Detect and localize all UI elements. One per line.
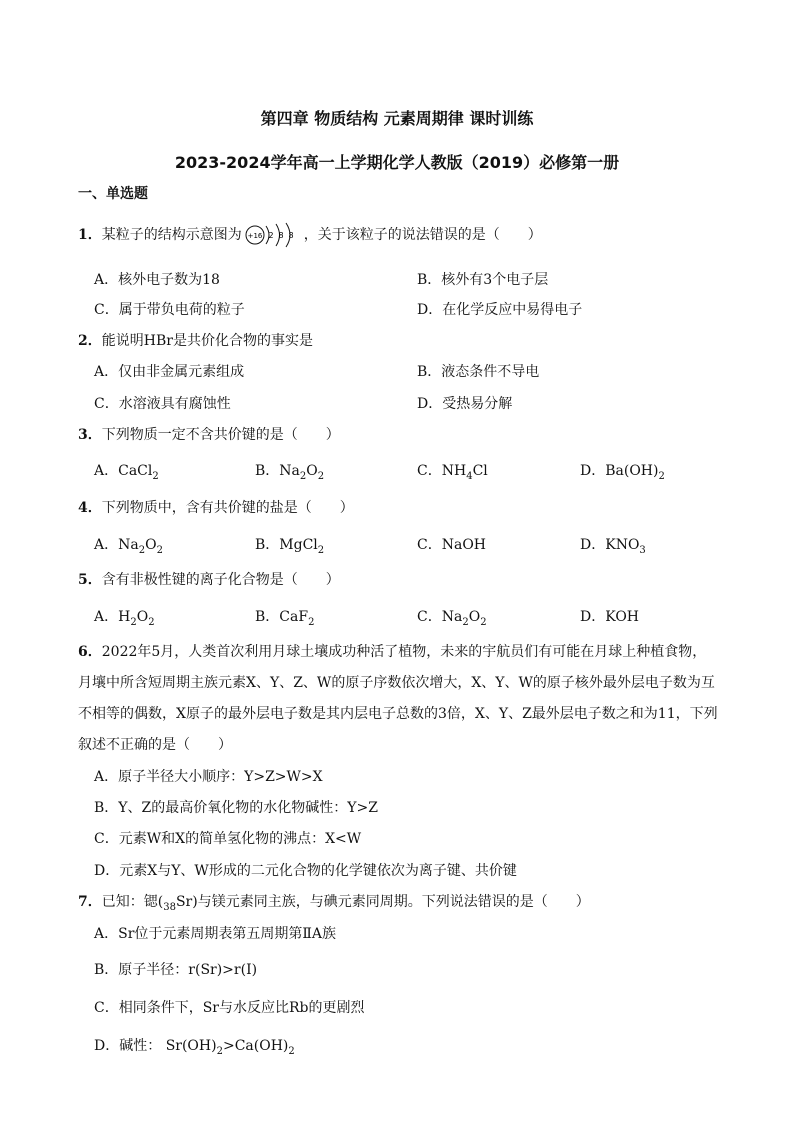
q1-option-c: C．属于带负电荷的粒子 (94, 302, 245, 318)
shell-2-label: 8 (278, 231, 284, 240)
shell-3-label: 8 (288, 231, 294, 240)
question-number: 4． (78, 500, 102, 516)
q5-option-d: D．KOH (580, 609, 640, 625)
atom-structure-diagram (244, 222, 302, 248)
question-stem: 下列物质中，含有共价键的盐是（ ） (101, 500, 354, 516)
q7-option-b: B．原子半径：r(Sr)>r(I) (94, 962, 258, 978)
question-stem: 已知：锶( (101, 894, 164, 910)
question-number: 1． (78, 227, 102, 243)
question-number: 2． (78, 333, 102, 349)
q1-option-d: D．在化学反应中易得电子 (417, 302, 583, 318)
q4-option-b: B．MgCl$_2$ (255, 537, 325, 556)
q1-option-a: A．核外电子数为18 (94, 272, 220, 288)
q6-option-b: B．Y、Z的最高价氧化物的水化物碱性：Y>Z (94, 800, 378, 816)
question-number: 6． (78, 644, 102, 660)
q7-option-d: D．碱性： $Sr(OH)_2>Ca(OH)_2$ (94, 1038, 295, 1057)
atomic-number: 38 (163, 901, 176, 913)
q5-option-a: A．$H_2O_2$ (94, 609, 155, 628)
question-3 (78, 425, 340, 445)
q4-option-c: C．NaOH (417, 537, 487, 553)
question-stem: 某粒子的结构示意图为 (101, 227, 242, 243)
q4-option-a: A．$Na_2O_2$ (94, 537, 163, 556)
question-7 (78, 892, 590, 918)
question-number: 3． (78, 427, 102, 443)
question-stem: 下列物质一定不含共价键的是（ ） (101, 427, 340, 443)
shell-1-label: 2 (268, 231, 274, 240)
q5-option-c: C．$Na_2O_2$ (417, 609, 487, 628)
question-1 (78, 222, 542, 248)
q3-option-d: D．$Ba(OH)_2$ (580, 463, 665, 482)
q6-option-a: A．原子半径大小顺序：Y>Z>W>X (94, 769, 323, 785)
question-4 (78, 498, 354, 518)
q2-option-b: B．液态条件不导电 (417, 364, 540, 380)
question-number: 5． (78, 572, 102, 588)
question-6 (78, 637, 718, 761)
question-number: 7． (78, 894, 102, 910)
q6-option-c: C．元素W和X的简单氢化物的沸点：X<W (94, 831, 362, 847)
question-stem-end: ，关于该粒子的说法错误的是（ ） (303, 227, 542, 243)
q2-option-d: D．受热易分解 (417, 396, 513, 412)
question-stem-end: Sr)与镁元素同主族，与碘元素同周期。下列说法错误的是（ ） (175, 894, 590, 910)
section-heading: 一、单选题 (78, 186, 148, 202)
page-subtitle: 2023-2024学年高一上学期化学人教版（2019）必修第一册 (174, 153, 620, 172)
question-stem: 能说明HBr是共价化合物的事实是 (101, 333, 313, 349)
nucleus-label: +16 (247, 232, 263, 240)
q2-option-a: A．仅由非金属元素组成 (94, 364, 245, 380)
q5-option-b: B．CaF$_2$ (255, 609, 315, 628)
q7-option-a: A．Sr位于元素周期表第五周期第ⅡA族 (94, 926, 337, 942)
question-5 (78, 570, 340, 590)
question-2 (78, 331, 313, 351)
q3-option-c: C．$NH_4Cl$ (417, 463, 488, 482)
q3-option-a: A．CaCl$_2$ (94, 463, 159, 482)
question-stem: 含有非极性键的离子化合物是（ ） (101, 572, 340, 588)
q1-option-b: B．核外有3个电子层 (417, 272, 549, 288)
q2-option-c: C．水溶液具有腐蚀性 (94, 396, 231, 412)
q7-option-c: C．相同条件下，Sr与水反应比Rb的更剧烈 (94, 1000, 365, 1016)
q4-option-d: D．$KNO_3$ (580, 537, 646, 556)
page-title: 第四章 物质结构 元素周期律 课时训练 (260, 109, 534, 128)
question-stem: 2022年5月，人类首次利用月球土壤成功种活了植物，未来的宇航员们有可能在月球上种植食物，月壤中所含短周期主族元素X、Y、Z、W的原子序数依次增大，X、Y、W的原子核外最外层电子数为互不相等的偶数，X原子的最外层电子数是其内层电子总数的3倍，X、Y、Z最外层电子数之和为11，下列叙述不正确的是（ ） (78, 644, 718, 753)
q3-option-b: B．$Na_2O_2$ (255, 463, 325, 482)
q6-option-d: D．元素X与Y、W形成的二元化合物的化学键依次为离子键、共价键 (94, 863, 517, 879)
